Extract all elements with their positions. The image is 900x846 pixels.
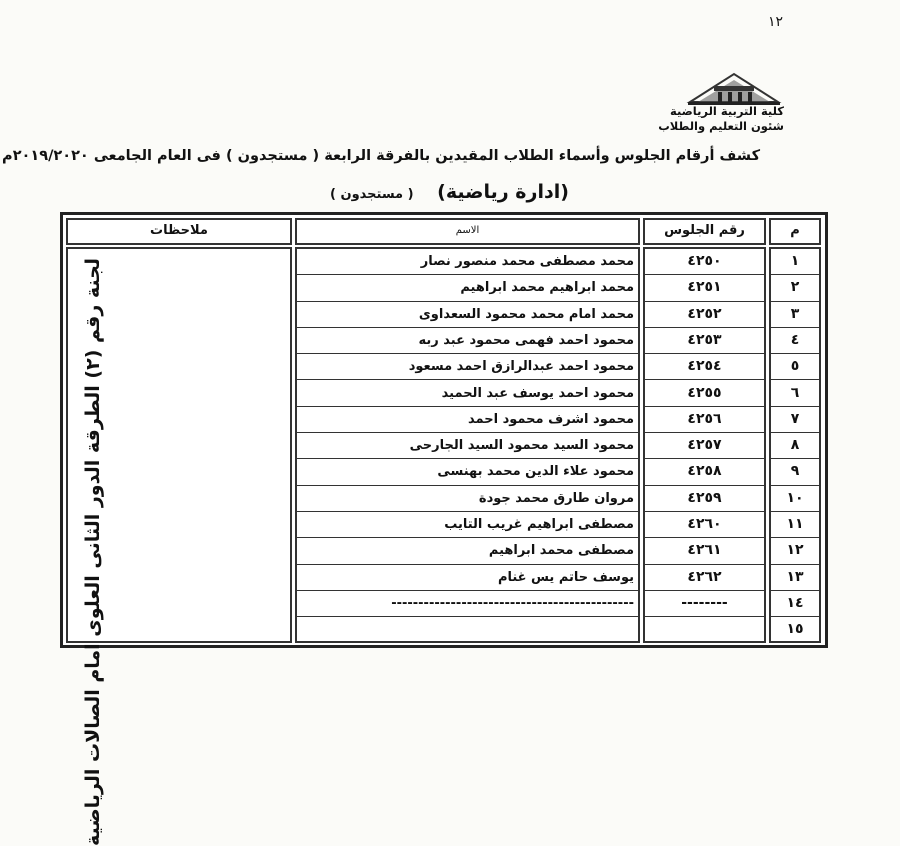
faculty-name: كلية التربية الرياضية [670, 104, 784, 118]
seat-number: ٤٢٦١ [645, 538, 764, 564]
faculty-logo [684, 68, 784, 106]
seat-number: ٤٢٥١ [645, 275, 764, 301]
student-name: مصطفى ابراهيم غريب التايب [297, 512, 638, 538]
student-name: محمود احمد يوسف عبد الحميد [297, 381, 638, 407]
seat-number: ٤٢٥٥ [645, 381, 764, 407]
page-number: ١٢ [767, 14, 783, 30]
row-number: ١ [771, 249, 819, 275]
seat-number: -------- [645, 591, 764, 617]
committee-note: لجنة رقم (٢) الطرقة الدور الثانى العلوى امام الصالات الرياضية [82, 258, 104, 846]
seat-number: ٤٢٥٤ [645, 354, 764, 380]
row-number: ١٠ [771, 486, 819, 512]
student-name: محمود علاء الدين محمد بهنسى [297, 459, 638, 485]
student-name: محمد ابراهيم محمد ابراهيم [297, 275, 638, 301]
seat-number: ٤٢٥٠ [645, 249, 764, 275]
seat-number: ٤٢٦٠ [645, 512, 764, 538]
student-name: محمد امام محمد محمود السعداوى [297, 302, 638, 328]
row-number: ٣ [771, 302, 819, 328]
seat-number: ٤٢٥٩ [645, 486, 764, 512]
row-number: ١٣ [771, 565, 819, 591]
header-notes: ملاحظات [66, 218, 292, 245]
student-name: يوسف حاتم يس غنام [297, 565, 638, 591]
subtitle [330, 181, 569, 203]
status-label: ( مستجدون ) [330, 187, 414, 202]
row-number: ٤ [771, 328, 819, 354]
row-number: ٨ [771, 433, 819, 459]
organization-header [624, 104, 784, 134]
header-name: الاسم [295, 218, 640, 245]
row-number: ٦ [771, 381, 819, 407]
student-name: مصطفى محمد ابراهيم [297, 538, 638, 564]
seat-number: ٤٢٥٣ [645, 328, 764, 354]
row-number: ٩ [771, 459, 819, 485]
document-title: كشف أرقام الجلوس وأسماء الطلاب المقيدين بالفرقة الرابعة ( مستجدون ) فى العام الجامعى ٢٠١٩/٢٠٢٠م [2, 148, 760, 164]
row-number: ١٢ [771, 538, 819, 564]
student-name: --------------------------------------------- [297, 591, 638, 617]
student-name: مروان طارق محمد جودة [297, 486, 638, 512]
row-number: ٥ [771, 354, 819, 380]
student-name: محمود اشرف محمود احمد [297, 407, 638, 433]
row-number: ٢ [771, 275, 819, 301]
department-label: (ادارة رياضية) [437, 181, 569, 203]
student-name: محمود احمد فهمى محمود عبد ربه [297, 328, 638, 354]
seat-number: ٤٢٦٢ [645, 565, 764, 591]
student-name: محمود السيد محمود السيد الجارحى [297, 433, 638, 459]
row-number: ١٥ [771, 617, 819, 643]
department-name: شئون التعليم والطلاب [658, 119, 784, 133]
student-name [297, 617, 638, 643]
seat-number: ٤٢٥٦ [645, 407, 764, 433]
student-name: محمد مصطفى محمد منصور نصار [297, 249, 638, 275]
seat-number: ٤٢٥٨ [645, 459, 764, 485]
student-name: محمود احمد عبدالرازق احمد مسعود [297, 354, 638, 380]
row-number: ٧ [771, 407, 819, 433]
header-num: م [769, 218, 821, 245]
seat-number: ٤٢٥٢ [645, 302, 764, 328]
header-seat: رقم الجلوس [643, 218, 766, 245]
row-number: ١١ [771, 512, 819, 538]
seat-number [645, 617, 764, 643]
row-number: ١٤ [771, 591, 819, 617]
seat-number: ٤٢٥٧ [645, 433, 764, 459]
